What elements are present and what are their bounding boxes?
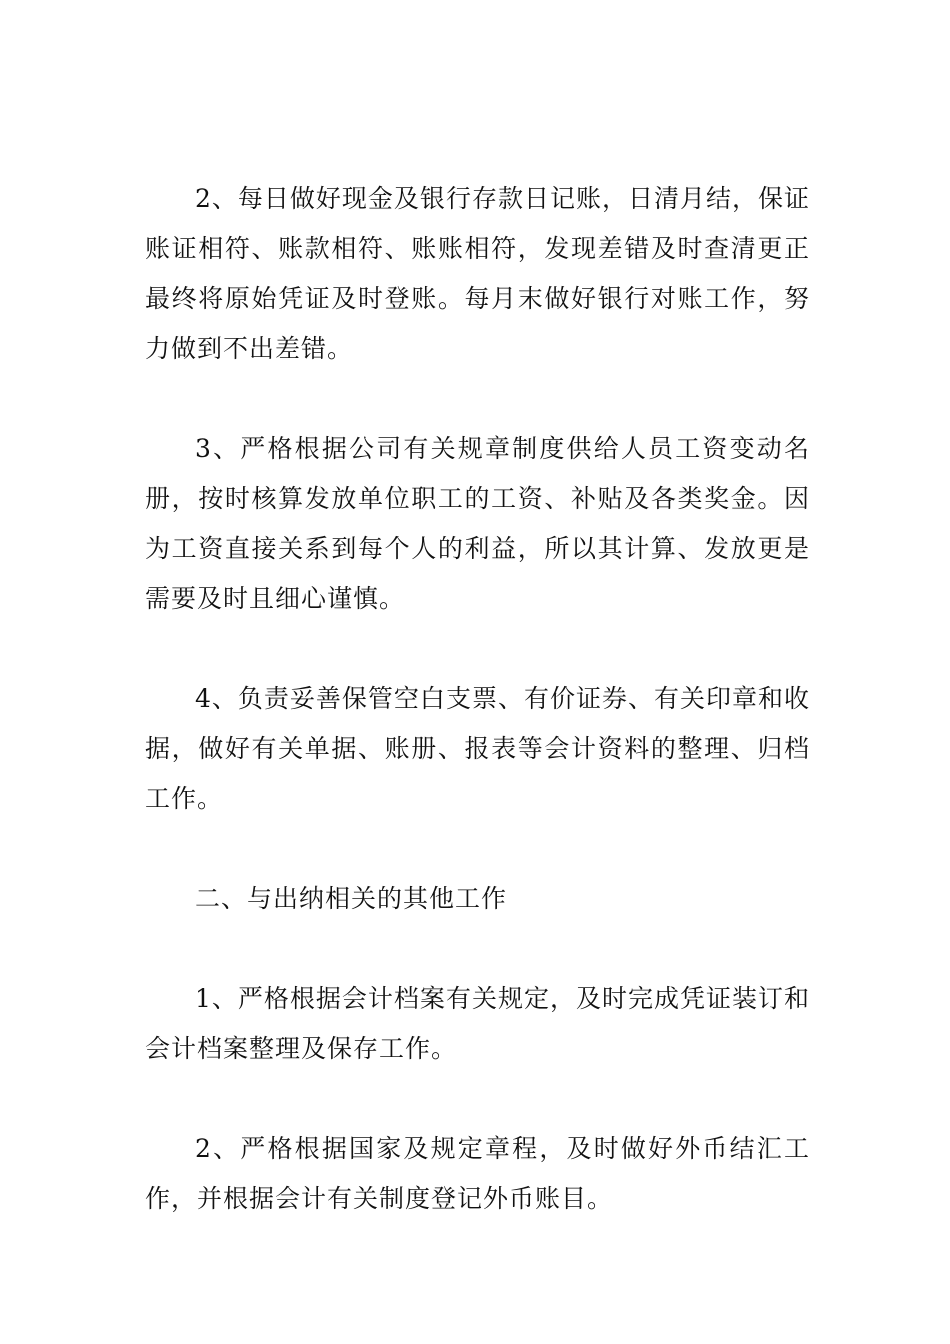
- paragraph-safekeeping: 4、负责妥善保管空白支票、有价证券、有关印章和收据，做好有关单据、账册、报表等会计资料的整理、归档工作。: [145, 684, 810, 813]
- paragraph-daily-cash-journal: 2、每日做好现金及银行存款日记账，日清月结，保证账证相符、账款相符、账账相符，发现差错及时查清更正最终将原始凭证及时登账。每月末做好银行对账工作，努力做到不出差错。: [145, 184, 810, 363]
- paragraph-payroll: 3、严格根据公司有关规章制度供给人员工资变动名册，按时核算发放单位职工的工资、补贴及各类奖金。因为工资直接关系到每个人的利益，所以其计算、发放更是需要及时且细心谨慎。: [145, 434, 810, 613]
- document-body: [145, 174, 810, 1224]
- paragraph-foreign-exchange: 2、严格根据国家及规定章程，及时做好外币结汇工作，并根据会计有关制度登记外币账目。: [145, 1134, 810, 1213]
- section-heading-other-work: 二、与出纳相关的其他工作: [195, 884, 508, 913]
- paragraph-archive: 1、严格根据会计档案有关规定，及时完成凭证装订和会计档案整理及保存工作。: [145, 984, 810, 1063]
